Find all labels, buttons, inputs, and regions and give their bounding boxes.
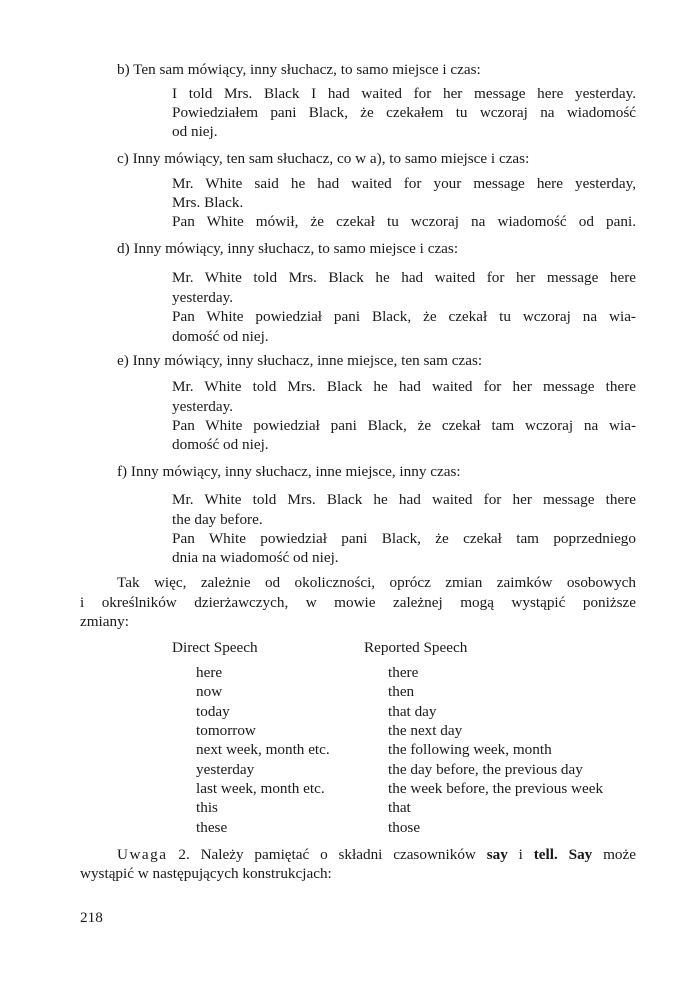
table-cell-direct: tomorrow (196, 722, 256, 739)
table-cell-reported: that day (388, 703, 437, 720)
section-f-line-2: the day before. (172, 511, 263, 528)
section-f-line-3: Pan White powiedział pani Black, że czekał tam poprzedniego (172, 530, 636, 547)
section-b-line-2: Powiedziałem pani Black, że czekałem tu wczoraj na wiadomość (172, 104, 636, 121)
section-e-line-3: Pan White powiedział pani Black, że czekał tam wczoraj na wia- (172, 417, 636, 434)
note-text-d: może (592, 846, 636, 863)
note-text-c (558, 846, 569, 863)
table-cell-reported: those (388, 819, 421, 836)
note-say-2: Say (568, 846, 593, 863)
note-line-1 (117, 845, 636, 865)
section-d-line-1: Mr. White told Mrs. Black he had waited for her message here (172, 269, 636, 286)
section-e-line-4: domość od niej. (172, 436, 269, 453)
note-text-a: 2. Należy pamiętać o składni czasowników (167, 846, 487, 863)
note-line-2: wystąpić w następujących konstrukcjach: (80, 865, 332, 882)
section-e-heading: e) Inny mówiący, inny słuchacz, inne miejsce, ten sam czas: (117, 352, 483, 369)
section-b-heading: b) Ten sam mówiący, inny słuchacz, to samo miejsce i czas: (117, 61, 481, 78)
table-cell-reported: the following week, month (388, 741, 552, 758)
page-number: 218 (80, 909, 103, 926)
note-text-b: i (507, 846, 534, 863)
table-cell-reported: the day before, the previous day (388, 761, 583, 778)
table-cell-direct: here (196, 664, 223, 681)
table-cell-reported: the week before, the previous week (388, 780, 604, 797)
table-cell-direct: today (196, 703, 230, 720)
note-tell: tell. (533, 846, 558, 863)
table-cell-reported: the next day (388, 722, 463, 739)
section-d-line-4: domość od niej. (172, 328, 269, 345)
note-label: Uwaga (117, 846, 168, 863)
summary-line-1: Tak więc, zależnie od okoliczności, oprócz zmian zaimków osobowych (117, 574, 636, 591)
table-cell-direct: now (196, 683, 223, 700)
table-header-reported: Reported Speech (364, 639, 468, 656)
section-f-line-4: dnia na wiadomość od niej. (172, 549, 339, 566)
section-e-line-1: Mr. White told Mrs. Black he had waited for her message there (172, 378, 636, 395)
section-c-heading: c) Inny mówiący, ten sam słuchacz, co w a), to samo miejsce i czas: (117, 150, 530, 167)
section-b-line-1: I told Mrs. Black I had waited for her message here yesterday. (172, 85, 636, 102)
table-cell-direct: this (196, 799, 218, 816)
section-e-line-2: yesterday. (172, 398, 234, 415)
table-cell-direct: next week, month etc. (196, 741, 330, 758)
summary-line-2: i określników dzierżawczych, w mowie zależnej mogą wystąpić poniższe (80, 594, 636, 611)
section-c-line-3: Pan White mówił, że czekał tu wczoraj na wiadomość od pani. (172, 213, 636, 230)
summary-line-3: zmiany: (80, 613, 129, 630)
table-cell-reported: then (388, 683, 415, 700)
table-cell-reported: there (388, 664, 419, 681)
section-d-heading: d) Inny mówiący, inny słuchacz, to samo miejsce i czas: (117, 240, 459, 257)
section-c-line-1: Mr. White said he had waited for your message here yesterday, (172, 175, 636, 192)
section-f-heading: f) Inny mówiący, inny słuchacz, inne miejsce, inny czas: (117, 463, 461, 480)
section-c-line-2: Mrs. Black. (172, 194, 244, 211)
section-d-line-3: Pan White powiedział pani Black, że czekał tu wczoraj na wia- (172, 308, 636, 325)
table-cell-direct: yesterday (196, 761, 255, 778)
table-cell-direct: last week, month etc. (196, 780, 325, 797)
table-header-direct: Direct Speech (172, 639, 258, 656)
section-b-line-3: od niej. (172, 123, 218, 140)
table-cell-direct: these (196, 819, 228, 836)
table-cell-reported: that (388, 799, 411, 816)
note-say: say (486, 846, 508, 863)
section-d-line-2: yesterday. (172, 289, 234, 306)
section-f-line-1: Mr. White told Mrs. Black he had waited for her message there (172, 491, 636, 508)
